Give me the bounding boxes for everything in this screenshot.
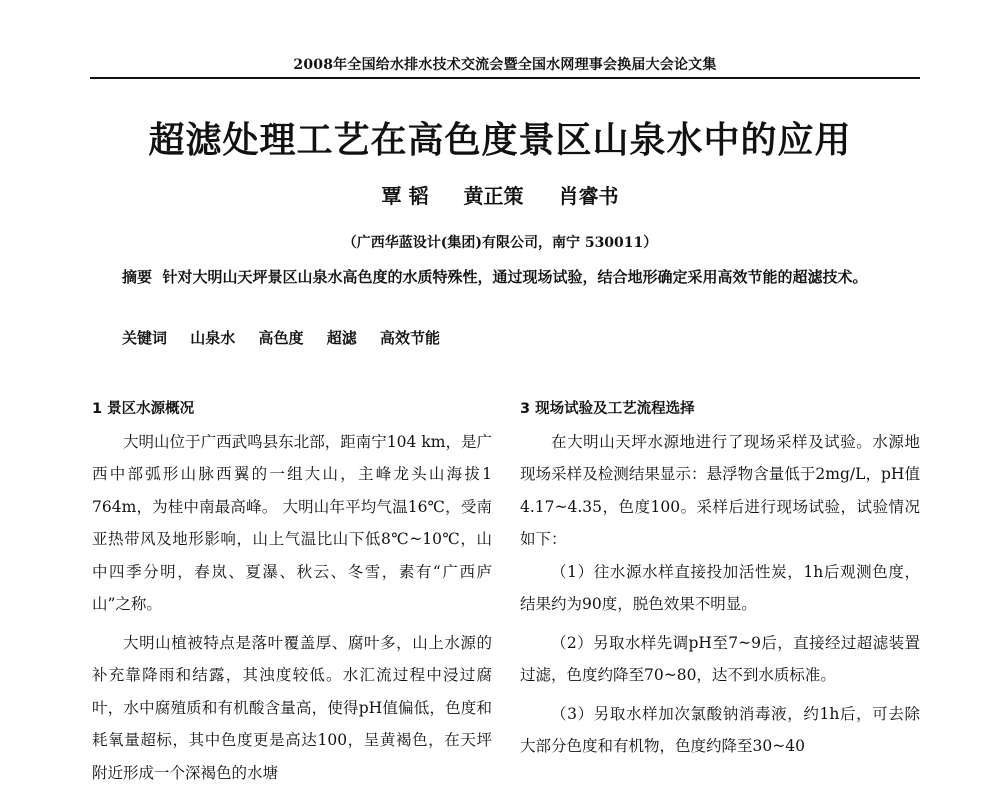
author-name: 肖睿书 [558,184,618,208]
keyword: 山泉水 [190,329,235,347]
author-name: 覃 韬 [382,184,429,208]
keyword: 高效节能 [380,329,440,347]
keywords-label: 关键词 [122,329,167,347]
body-paragraph: 大明山位于广西武鸣县东北部，距南宁104 km，是广西中部弧形山脉西翼的一组大山，主峰龙头山海拔1 764m，为桂中南最高峰。 大明山年平均气温16℃，受南亚热带风及地形影响，山上气温比山下低8℃~10℃，山中四季分明，春岚、夏瀑、秋云、冬雪，素有“广西庐山”之称。 [92,426,492,621]
abstract-text: 针对大明山天坪景区山泉水高色度的水质特殊性，通过现场试验，结合地形确定采用高效节能的超滤技术。 [162,268,867,286]
running-header: 2008年全国给水排水技术交流会暨全国水网理事会换届大会论文集 [90,54,920,74]
right-column [520,393,920,763]
author-list [0,180,1000,209]
keywords [122,327,902,348]
section-title: 1 景区水源概况 [92,393,492,426]
header-rule [90,77,920,79]
keyword: 超滤 [327,329,357,347]
keyword: 高色度 [259,329,304,347]
body-paragraph: 在大明山天坪水源地进行了现场采样及试验。水源地现场采样及检测结果显示：悬浮物含量低于2mg/L，pH值4.17~4.35，色度100。采样后进行现场试验，试验情况如下： [520,426,920,556]
affiliation: （广西华蓝设计(集团)有限公司，南宁 530011） [0,232,1000,252]
paper-title: 超滤处理工艺在高色度景区山泉水中的应用 [0,112,1000,163]
abstract [92,262,917,292]
section-title: 3 现场试验及工艺流程选择 [520,393,920,426]
body-paragraph: 大明山植被特点是落叶覆盖厚、腐叶多，山上水源的补充靠降雨和结露，其浊度较低。水汇流过程中浸过腐叶，水中腐殖质和有机酸含量高，使得pH值偏低，色度和耗氧量超标，其中色度更是高达100，呈黄褐色，在天坪附近形成一个深褐色的水塘 [92,627,492,789]
abstract-label: 摘要 [122,268,152,286]
left-column [92,393,492,789]
body-paragraph: （2）另取水样先调pH至7~9后，直接经过超滤装置过滤，色度约降至70~80，达不到水质标准。 [520,627,920,692]
body-paragraph: （1）往水源水样直接投加活性炭，1h后观测色度，结果约为90度，脱色效果不明显。 [520,556,920,621]
author-name: 黄正策 [463,184,523,208]
body-paragraph: （3）另取水样加次氯酸钠消毒液，约1h后，可去除大部分色度和有机物，色度约降至30~40 [520,698,920,763]
